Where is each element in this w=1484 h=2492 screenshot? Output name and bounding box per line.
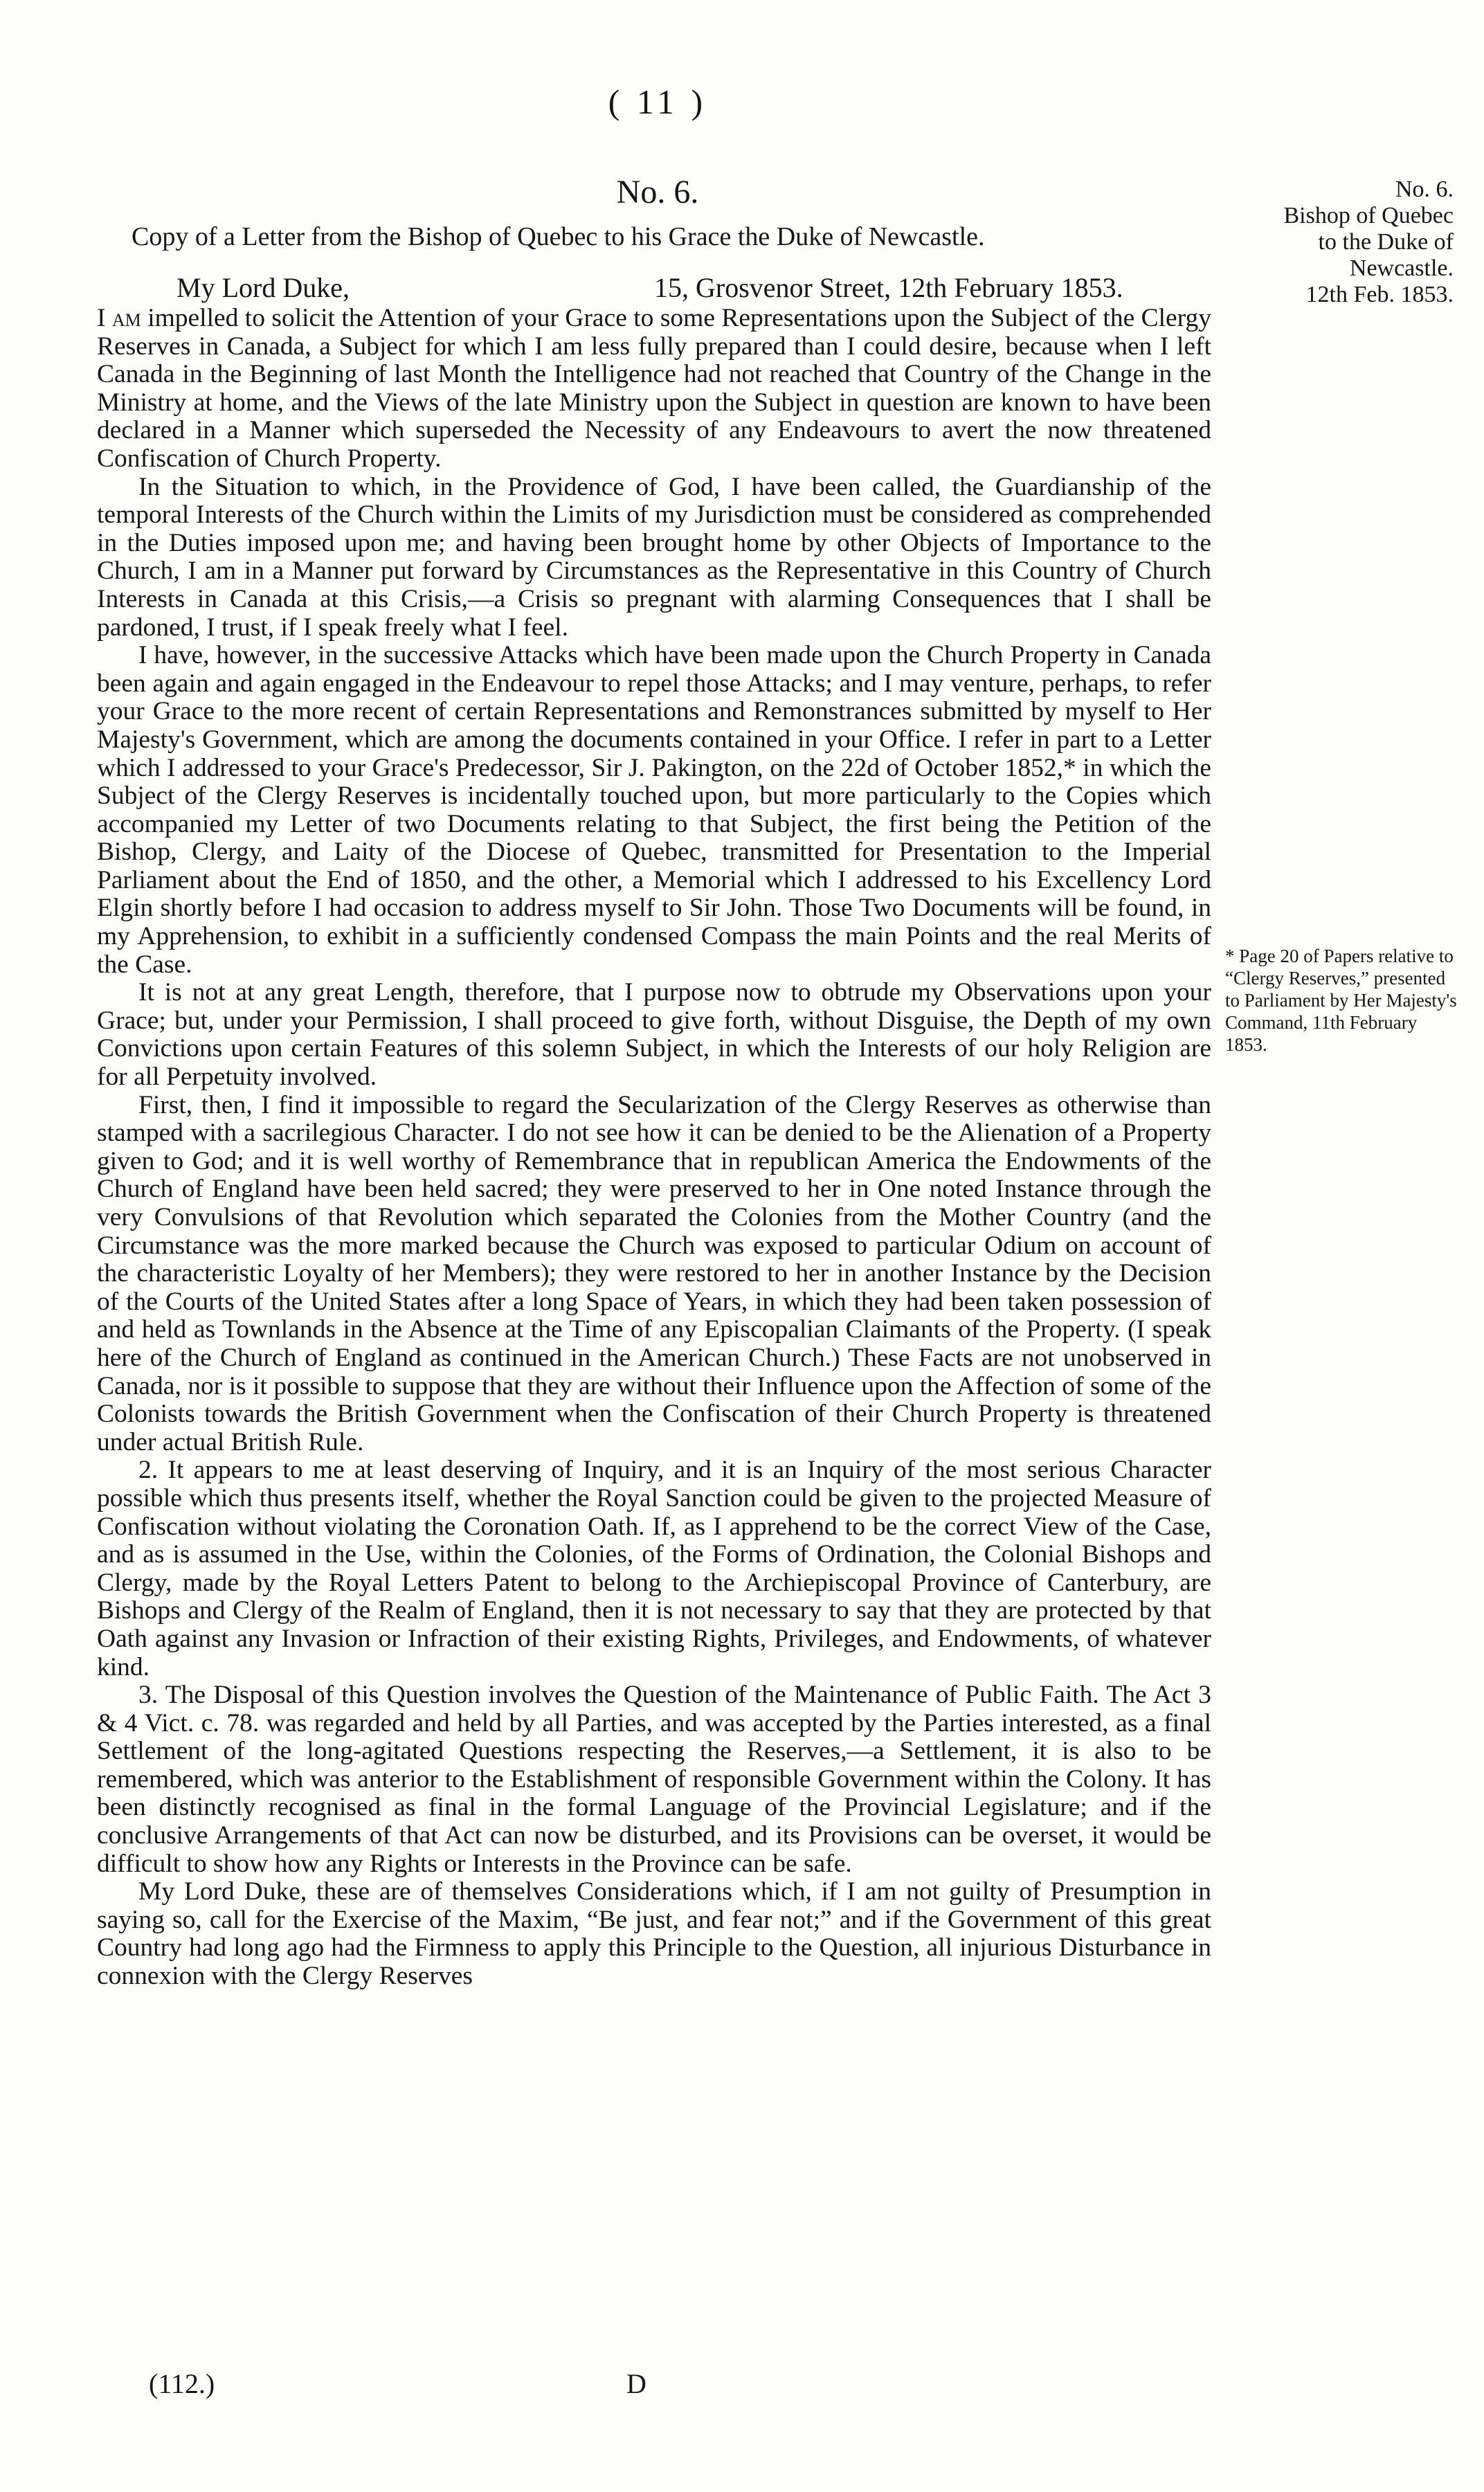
signature-letter: D <box>626 2368 646 2399</box>
paragraph: I have, however, in the successive Attacks which have been made upon the Church Property in Canada been again and again engaged in the Endeavour to repel those Attacks; and I may venture, perhaps, to refer your Grace to the more recent of certain Representations and Remonstrances submitted by myself to Her Majesty's Government, which are among the documents contained in your Office. I refer in part to a Letter which I addressed to your Grace's Predecessor, Sir J. Pakington, on the 22d of October 1852,* in which the Subject of the Clergy Reserves is incidentally touched upon, but more particularly to the Copies which accompanied my Letter of two Documents relating to that Subject, the first being the Petition of the Bishop, Clergy, and Laity of the Diocese of Quebec, transmitted for Presentation to the Imperial Parliament about the End of 1850, and the other, a Memorial which I addressed to his Excellency Lord Elgin shortly before I had occasion to address myself to Sir John. Those Two Documents will be found, in my Apprehension, to exhibit in a sufficiently condensed Compass the main Points and the real Merits of the Case. <box>97 641 1211 979</box>
page-footer <box>0 2367 1484 2423</box>
opening-word: I am <box>97 304 141 332</box>
margin-note-line: Bishop of Quebec <box>1283 203 1454 228</box>
document-number: No. 6. <box>616 174 699 210</box>
paragraph: In the Situation to which, in the Providence of God, I have been called, the Guardianship of the temporal Interests of the Church within the Limits of my Jurisdiction must be considered as comprehended in the Duties imposed upon me; and having been brought home by other Objects of Importance to the Church, I am in a Manner put forward by Circumstances as the Representative in this Country of Church Interests in Canada at this Crisis,—a Crisis so pregnant with alarming Consequences that I shall be pardoned, I trust, if I speak freely what I feel. <box>97 472 1211 642</box>
letter-body <box>97 305 1211 1991</box>
paragraph: My Lord Duke, these are of themselves Considerations which, if I am not guilty of Presumption in saying so, call for the Exercise of the Maxim, “Be just, and fear not;” and if the Government of this great Country had long ago had the Firmness to apply this Principle to the Question, all injurious Disturbance in connexion with the Clergy Reserves <box>97 1877 1211 1991</box>
document-title: Copy of a Letter from the Bishop of Quebec to his Grace the Duke of Newcastle. <box>132 222 985 251</box>
salutation: My Lord Duke, <box>177 272 350 303</box>
margin-note-line: 12th Feb. 1853. <box>1305 282 1454 307</box>
margin-note-line: No. 6. <box>1395 177 1454 202</box>
paragraph: 2. It appears to me at least deserving of Inquiry, and it is an Inquiry of the most serious Character possible which thus presents itself, whether the Royal Sanction could be given to the projected Measure of Confiscation without violating the Coronation Oath. If, as I apprehend to be the correct View of the Case, and as is assumed in the Use, within the Colonies, of the Forms of Ordination, the Colonial Bishops and Clergy, made by the Royal Letters Patent to belong to the Archiepiscopal Province of Canterbury, are Bishops and Clergy of the Realm of England, then it is not necessary to say that they are protected by that Oath against any Invasion or Infraction of their existing Rights, Privileges, and Endowments, of whatever kind. <box>97 1456 1211 1681</box>
printer-signature: (112.) <box>149 2368 215 2399</box>
paragraph-text: impelled to solicit the Attention of your Grace to some Representations upon the Subject of the Clergy Reserves in Canada, a Subject for which I am less fully prepared than I could desire, because when I left Canada in the Beginning of last Month the Intelligence had not reached that Country of the Change in the Ministry at home, and the Views of the late Ministry upon the Subject in question are known to have been declared in a Manner which superseded the Necessity of any Endeavours to avert the now threatened Confiscation of Church Property. <box>97 304 1211 473</box>
paragraph: 3. The Disposal of this Question involves the Question of the Maintenance of Public Faith. The Act 3 & 4 Vict. c. 78. was regarded and held by all Parties, and was accepted by the Parties interested, as a final Settlement of the long-agitated Questions respecting the Reserves,—a Settlement, it is also to be remembered, which was anterior to the Establishment of responsible Government within the Colony. It has been distinctly recognised as final in the formal Language of the Provincial Legislature; and if the conclusive Arrangements of that Act can now be disturbed, and its Provisions can be overset, it would be difficult to show how any Rights or Interests in the Province can be safe. <box>97 1681 1211 1878</box>
page-number: ( 11 ) <box>608 82 707 121</box>
paragraph <box>97 305 1211 473</box>
paragraph: First, then, I find it impossible to regard the Secularization of the Clergy Reserves as otherwise than stamped with a sacrilegious Character. I do not see how it can be denied to be the Alienation of a Property given to God; and it is well worthy of Remembrance that in republican America the Endowments of the Church of England have been held sacred; they were preserved to her in One noted Instance through the very Convulsions of that Revolution which separated the Colonies from the Mother Country (and the Circumstance was the more marked because the Church was exposed to particular Odium on account of the characteristic Loyalty of her Members); they were restored to her in another Instance by the Decision of the Courts of the United States after a long Space of Years, in which they had been taken possession of and held as Townlands in the Absence at the Time of any Episcopalian Claimants of the Property. (I speak here of the Church of England as continued in the American Church.) These Facts are not unobserved in Canada, nor is it possible to suppose that they are without their Influence upon the Affection of some of the Colonists towards the British Government when the Confiscation of their Church Property is threatened under actual British Rule. <box>97 1090 1211 1456</box>
paragraph: It is not at any great Length, therefore, that I purpose now to obtrude my Observations upon your Grace; but, under your Permission, I shall proceed to give forth, without Disguise, the Depth of my own Convictions upon certain Features of this solemn Subject, in which the Interests of our holy Religion are for all Perpetuity involved. <box>97 978 1211 1092</box>
margin-note <box>1232 177 1454 308</box>
margin-note-line: Newcastle. <box>1349 255 1454 281</box>
footnote: * Page 20 of Papers relative to “Clergy Reserves,” presented to Parliament by Her Majesty's Command, 11th February 1853. <box>1225 946 1457 1055</box>
salutation-line <box>177 271 1215 304</box>
margin-note-line: to the Duke of <box>1318 229 1454 255</box>
letter-date: 15, Grosvenor Street, 12th February 1853. <box>654 272 1123 303</box>
